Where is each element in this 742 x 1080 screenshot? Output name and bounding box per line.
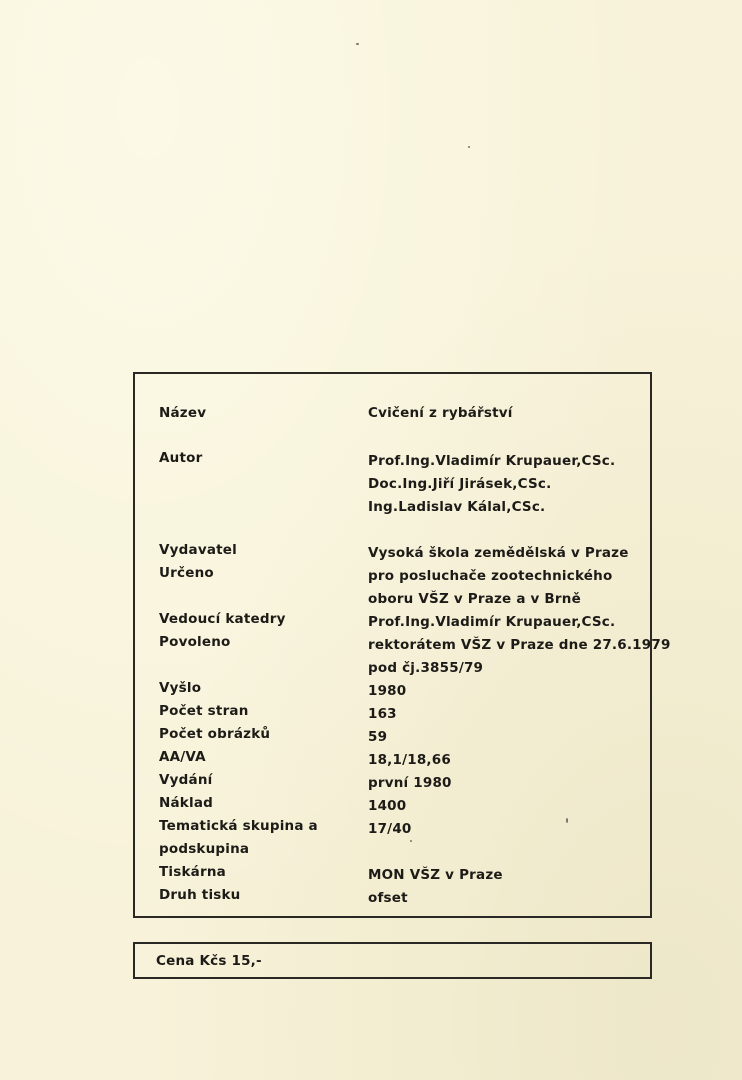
label-vydavatel: Vydavatel	[159, 542, 237, 558]
paper-speck	[468, 146, 470, 148]
value-vyslo: 1980	[368, 683, 407, 699]
label-tiskarna: Tiskárna	[159, 864, 226, 880]
label-pocet-stran: Počet stran	[159, 703, 249, 719]
label-vyslo: Vyšlo	[159, 680, 202, 696]
value-povoleno-1: rektorátem VŠZ v Praze dne 27.6.1979	[368, 637, 671, 653]
label-autor: Autor	[159, 450, 203, 466]
label-vedouci-katedry: Vedoucí katedry	[159, 611, 286, 627]
colophon-box	[133, 372, 671, 918]
value-pocet-obrazku: 59	[368, 729, 388, 745]
label-tematicka-skupina-1: Tematická skupina a	[159, 818, 318, 834]
label-aa-va: AA/VA	[159, 749, 206, 765]
value-tiskarna: MON VŠZ v Praze	[368, 867, 503, 883]
label-druh-tisku: Druh tisku	[159, 887, 241, 903]
label-nazev: Název	[159, 405, 207, 421]
value-vydani: první 1980	[368, 775, 452, 791]
price-label: Cena Kčs 15,-	[156, 953, 262, 969]
value-aa-va: 18,1/18,66	[368, 752, 451, 768]
value-autor-3: Ing.Ladislav Kálal,CSc.	[368, 499, 546, 515]
label-vydani: Vydání	[159, 772, 213, 788]
value-druh-tisku: ofset	[368, 890, 408, 906]
value-naklad: 1400	[368, 798, 407, 814]
value-urceno-1: pro posluchače zootechnického	[368, 568, 613, 584]
label-pocet-obrazku: Počet obrázků	[159, 726, 271, 742]
label-urceno: Určeno	[159, 565, 214, 581]
value-tematicka-skupina: 17/40	[368, 821, 412, 837]
value-pocet-stran: 163	[368, 706, 397, 722]
value-vydavatel: Vysoká škola zemědělská v Praze	[368, 545, 629, 561]
value-autor-2: Doc.Ing.Jiří Jirásek,CSc.	[368, 476, 552, 492]
value-vedouci-katedry: Prof.Ing.Vladimír Krupauer,CSc.	[368, 614, 616, 630]
label-povoleno: Povoleno	[159, 634, 231, 650]
value-urceno-2: oboru VŠZ v Praze a v Brně	[368, 591, 581, 607]
value-nazev: Cvičení z rybářství	[368, 405, 513, 421]
price-box	[133, 942, 652, 979]
paper-speck	[356, 43, 359, 45]
label-naklad: Náklad	[159, 795, 213, 811]
label-tematicka-skupina-2: podskupina	[159, 841, 250, 857]
value-autor-1: Prof.Ing.Vladimír Krupauer,CSc.	[368, 453, 616, 469]
value-povoleno-2: pod čj.3855/79	[368, 660, 484, 676]
